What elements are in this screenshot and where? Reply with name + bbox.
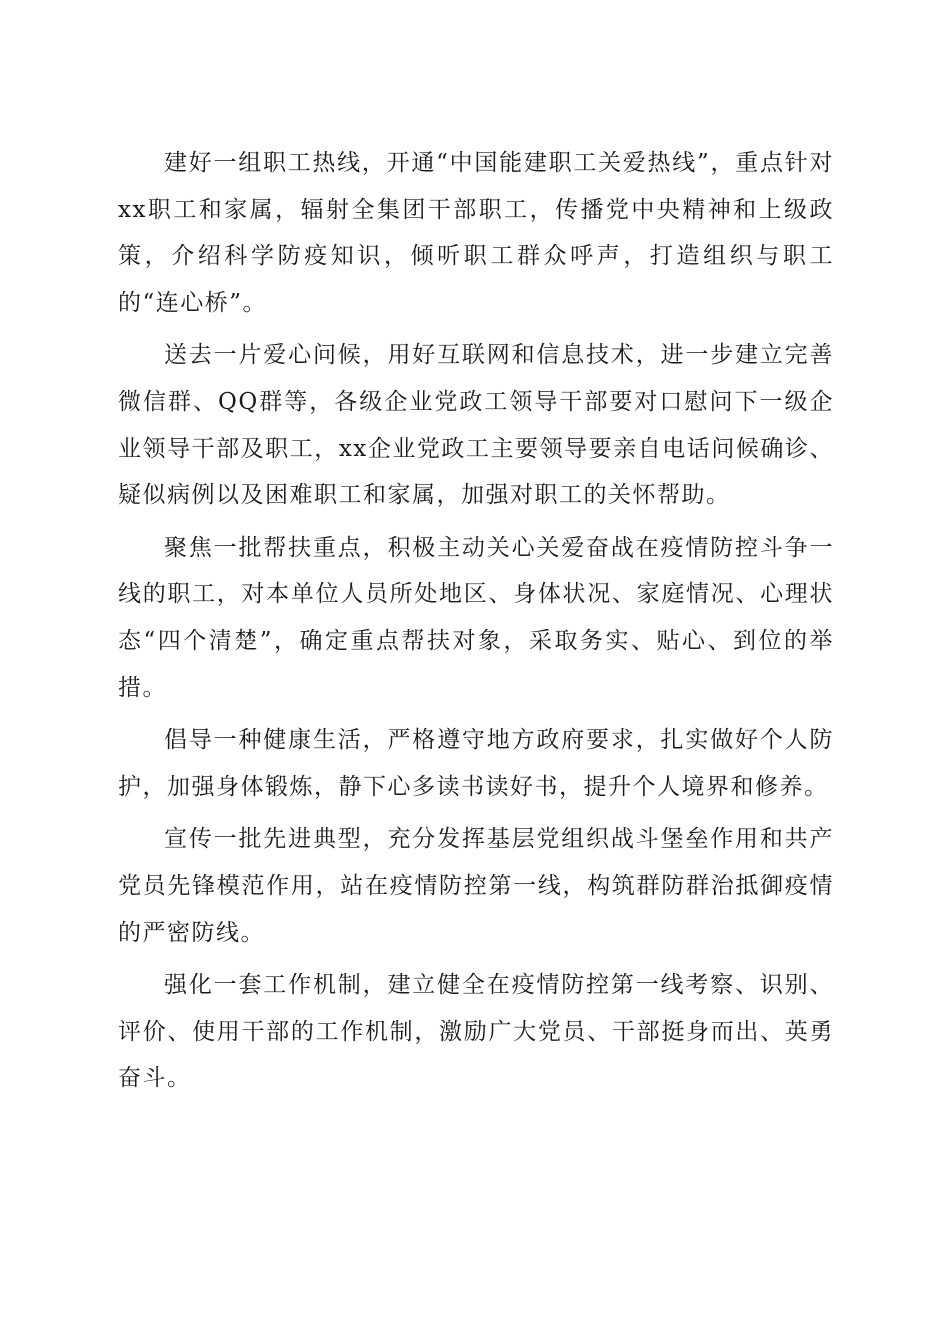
paragraph-work-mechanism: 强化一套工作机制，建立健全在疫情防控第一线考察、识别、评价、使用干部的工作机制，激励广大党员、干部挺身而出、英勇奋斗。 bbox=[118, 972, 834, 1092]
document-body bbox=[118, 140, 834, 1108]
paragraph-role-models: 宣传一批先进典型，充分发挥基层党组织战斗堡垒作用和共产党员先锋模范作用，站在疫情防控第一线，构筑群防群治抵御疫情的严密防线。 bbox=[118, 826, 834, 946]
paragraph-hotline: 建好一组职工热线，开通“中国能建职工关爱热线”，重点针对xx职工和家属，辐射全集团干部职工，传播党中央精神和上级政策，介绍科学防疫知识，倾听职工群众呼声，打造组织与职工的“连心桥”。 bbox=[118, 150, 834, 316]
paragraph-assistance-focus: 聚焦一批帮扶重点，积极主动关心关爱奋战在疫情防控斗争一线的职工，对本单位人员所处地区、身体状况、家庭情况、心理状态“四个清楚”，确定重点帮扶对象，采取务实、贴心、到位的举措。 bbox=[118, 534, 834, 701]
paragraph-healthy-living: 倡导一种健康生活，严格遵守地方政府要求，扎实做好个人防护，加强身体锻炼，静下心多读书读好书，提升个人境界和修养。 bbox=[118, 727, 834, 800]
paragraph-care-greetings: 送去一片爱心问候，用好互联网和信息技术，进一步建立完善微信群、QQ群等，各级企业党政工领导干部要对口慰问下一级企业领导干部及职工，xx企业党政工主要领导要亲自电话问候确诊、疑似病例以及困难职工和家属，加强对职工的关怀帮助。 bbox=[118, 342, 834, 509]
